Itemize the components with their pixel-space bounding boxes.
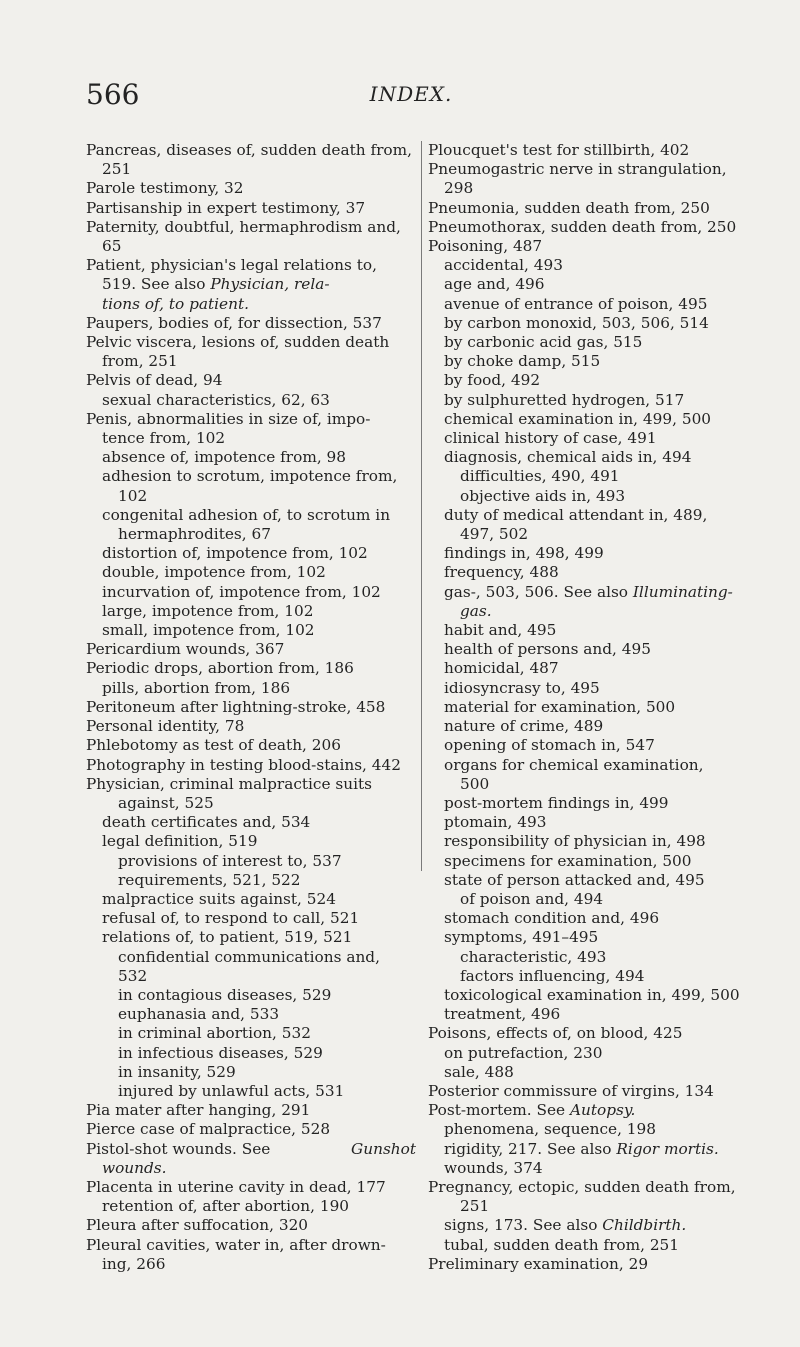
index-entry-text: injured by unlawful acts, 531	[118, 1081, 345, 1100]
index-entry-text: objective aids in, 493	[460, 486, 626, 505]
index-entry-reference: tions of, to patient.	[102, 294, 249, 313]
index-entry	[86, 928, 416, 947]
index-entry-reference: Gunshot	[351, 1139, 416, 1158]
index-entry	[428, 275, 758, 294]
index-entry	[428, 199, 758, 218]
index-entry	[86, 1005, 416, 1024]
index-entry	[428, 736, 758, 755]
index-entry-text: refusal of, to respond to call, 521	[102, 909, 360, 928]
index-entry	[86, 1024, 416, 1043]
index-entry	[86, 487, 416, 506]
index-entry-text: Pelvic viscera, lesions of, sudden death	[86, 333, 390, 352]
index-entry-text: Paupers, bodies of, for dissection, 537	[86, 313, 382, 332]
index-entry	[86, 1101, 416, 1120]
index-entry	[86, 640, 416, 659]
index-entry-text: difficulties, 490, 491	[460, 467, 620, 486]
index-entry-text: 500	[460, 774, 490, 793]
index-entry-text: Preliminary examination, 29	[428, 1254, 649, 1273]
index-entry-text: Partisanship in expert testimony, 37	[86, 198, 366, 217]
index-entry	[86, 794, 416, 813]
index-entry	[86, 756, 416, 775]
index-entry-text: Pancreas, diseases of, sudden death from,	[86, 141, 413, 159]
running-head: INDEX.	[369, 82, 453, 106]
index-entry	[428, 1101, 758, 1120]
index-entry-text: Pneumonia, sudden death from, 250	[428, 198, 710, 217]
index-entry	[428, 1159, 758, 1178]
index-entry-text: state of person attacked and, 495	[444, 870, 705, 889]
index-entry-reference: Illuminating-	[632, 582, 733, 601]
index-entry	[428, 909, 758, 928]
index-entry-text: toxicological examination in, 499, 500	[444, 985, 740, 1004]
index-entry-text: chemical examination in, 499, 500	[444, 409, 712, 428]
index-entry-text: in insanity, 529	[118, 1062, 236, 1081]
index-entry	[86, 1063, 416, 1082]
index-entry	[86, 890, 416, 909]
index-entry	[428, 160, 758, 179]
index-entry-text: congenital adhesion of, to scrotum in	[102, 505, 391, 524]
index-entry-text: Pregnancy, ectopic, sudden death from,	[428, 1177, 736, 1196]
index-entry-text: sexual characteristics, 62, 63	[102, 390, 330, 409]
index-entry-text: Photography in testing blood-stains, 442	[86, 755, 401, 774]
index-entry-text: euphanasia and, 533	[118, 1005, 280, 1024]
index-entry	[428, 659, 758, 678]
index-entry-text: organs for chemical examination,	[444, 755, 704, 774]
index-entry	[86, 467, 416, 486]
index-entry	[428, 429, 758, 448]
index-entry-text: Pleural cavities, water in, after drown-	[86, 1235, 386, 1254]
index-entry-text: in criminal abortion, 532	[118, 1024, 311, 1043]
index-entry	[428, 179, 758, 198]
index-entry-text: 251	[460, 1197, 490, 1216]
index-entry-text: rigidity, 217. See also	[444, 1139, 617, 1158]
index-entry-text: Penis, abnormalities in size of, impo-	[86, 409, 371, 428]
index-entry-text: Phlebotomy as test of death, 206	[86, 736, 341, 755]
index-entry-text: 102	[118, 486, 148, 505]
index-entry-text: Periodic drops, abortion from, 186	[86, 659, 354, 678]
index-entry	[86, 583, 416, 602]
index-entry-text: small, impotence from, 102	[102, 621, 315, 640]
index-entry-text: by food, 492	[444, 371, 541, 390]
column-divider	[421, 141, 422, 871]
index-entry-text: ptomain, 493	[444, 813, 547, 832]
index-entry-text: relations of, to patient, 519, 521	[102, 928, 353, 947]
index-entry	[86, 563, 416, 582]
index-entry	[86, 160, 416, 179]
index-entry	[428, 352, 758, 371]
index-entry	[428, 602, 758, 621]
index-entry-text: double, impotence from, 102	[102, 563, 326, 582]
index-entry	[428, 256, 758, 275]
index-entry-text: by sulphuretted hydrogen, 517	[444, 390, 685, 409]
index-entry	[86, 199, 416, 218]
index-entry	[86, 948, 416, 967]
index-entry-text: Ploucquet's test for stillbirth, 402	[428, 141, 690, 159]
index-entry	[428, 832, 758, 851]
index-entry	[428, 948, 758, 967]
index-entry	[428, 986, 758, 1005]
index-entry-text: in contagious diseases, 529	[118, 985, 332, 1004]
index-entry-text: from, 251	[102, 352, 178, 371]
index-entry-text: Pia mater after hanging, 291	[86, 1101, 311, 1120]
index-entry	[428, 967, 758, 986]
index-entry-text: large, impotence from, 102	[102, 601, 314, 620]
index-entry-reference: Childbirth.	[602, 1216, 687, 1235]
index-entry-text: clinical history of case, 491	[444, 429, 657, 448]
index-entry-text: Physician, criminal malpractice suits	[86, 774, 373, 793]
index-entry-text: post-mortem findings in, 499	[444, 793, 669, 812]
index-entry	[86, 602, 416, 621]
index-entry	[86, 352, 416, 371]
index-entry-text: 532	[118, 966, 148, 985]
index-entry-text: nature of crime, 489	[444, 717, 604, 736]
index-entry	[428, 890, 758, 909]
index-entry-text: distortion of, impotence from, 102	[102, 544, 368, 563]
index-entry-text: Pierce case of malpractice, 528	[86, 1120, 331, 1139]
index-entry-text: specimens for examination, 500	[444, 851, 692, 870]
index-entry	[428, 1044, 758, 1063]
index-entry	[428, 410, 758, 429]
index-entry-text: accidental, 493	[444, 256, 563, 275]
index-entry-text: Posterior commissure of virgins, 134	[428, 1081, 714, 1100]
index-entry-reference: Rigor mortis.	[616, 1139, 719, 1158]
index-entry	[428, 698, 758, 717]
index-entry-text: Paternity, doubtful, hermaphrodism and,	[86, 217, 401, 236]
index-entry	[428, 371, 758, 390]
index-entry	[428, 679, 758, 698]
index-entry	[428, 583, 758, 602]
index-entry	[86, 544, 416, 563]
index-entry	[86, 832, 416, 851]
index-entry	[428, 813, 758, 832]
index-entry	[428, 333, 758, 352]
index-entry	[86, 448, 416, 467]
index-entry-text: Placenta in uterine cavity in dead, 177	[86, 1177, 386, 1196]
index-entry-text: characteristic, 493	[460, 947, 607, 966]
index-entry	[428, 1024, 758, 1043]
page-number: 566	[86, 78, 140, 111]
index-entry	[86, 141, 416, 160]
index-entry	[428, 295, 758, 314]
index-entry	[428, 314, 758, 333]
index-entry	[86, 295, 416, 314]
index-entry	[86, 1140, 416, 1159]
index-entry	[428, 506, 758, 525]
index-entry	[428, 141, 758, 160]
index-entry	[86, 1197, 416, 1216]
index-entry-text: by carbon monoxid, 503, 506, 514	[444, 313, 709, 332]
index-entry-text: pills, abortion from, 186	[102, 678, 291, 697]
index-entry	[86, 1159, 416, 1178]
index-entry	[86, 256, 416, 275]
index-entry-text: in infectious diseases, 529	[118, 1043, 323, 1062]
index-entry-text: signs, 173. See also	[444, 1216, 603, 1235]
index-column-left	[86, 141, 416, 1274]
index-entry	[428, 448, 758, 467]
index-entry-text: Pleura after suffocation, 320	[86, 1216, 309, 1235]
index-entry-text: retention of, after abortion, 190	[102, 1197, 350, 1216]
index-entry	[428, 544, 758, 563]
index-entry	[86, 967, 416, 986]
index-entry-text: tubal, sudden death from, 251	[444, 1235, 680, 1254]
index-entry	[428, 1082, 758, 1101]
index-entry-text: 497, 502	[460, 525, 529, 544]
index-entry	[86, 179, 416, 198]
index-entry	[428, 1255, 758, 1274]
index-entry	[86, 218, 416, 237]
index-entry-reference: Autopsy.	[569, 1101, 636, 1120]
index-entry	[428, 756, 758, 775]
index-entry	[428, 1063, 758, 1082]
index-entry-text: Poisoning, 487	[428, 237, 543, 256]
index-entry-text: against, 525	[118, 793, 214, 812]
index-entry-text: death certificates and, 534	[102, 813, 311, 832]
index-entry-text: avenue of entrance of poison, 495	[444, 294, 708, 313]
index-entry	[428, 1178, 758, 1197]
index-entry	[86, 371, 416, 390]
index-entry-text: factors influencing, 494	[460, 966, 645, 985]
index-entry	[86, 275, 416, 294]
index-entry	[428, 525, 758, 544]
index-entry	[428, 621, 758, 640]
page-header	[86, 78, 736, 118]
index-entry-text: 65	[102, 237, 122, 256]
index-entry-text: 298	[444, 179, 474, 198]
index-entry	[86, 659, 416, 678]
index-entry-text: wounds, 374	[444, 1158, 543, 1177]
index-entry	[428, 1197, 758, 1216]
index-entry-text: requirements, 521, 522	[118, 870, 301, 889]
index-entry-text: adhesion to scrotum, impotence from,	[102, 467, 398, 486]
index-entry-text: Personal identity, 78	[86, 717, 245, 736]
index-entry-text: age and, 496	[444, 275, 545, 294]
index-entry-text: Pneumothorax, sudden death from, 250	[428, 217, 737, 236]
index-entry-text: opening of stomach in, 547	[444, 736, 655, 755]
index-entry-text: by carbonic acid gas, 515	[444, 333, 643, 352]
index-entry	[428, 852, 758, 871]
index-entry-reference: Physician, rela-	[210, 275, 330, 294]
index-entry	[428, 1216, 758, 1235]
index-entry	[428, 218, 758, 237]
index-entry	[428, 1120, 758, 1139]
index-entry	[86, 736, 416, 755]
index-entry-text: 519. See also	[102, 275, 211, 294]
index-entry	[428, 717, 758, 736]
index-entry	[86, 237, 416, 256]
index-entry	[86, 909, 416, 928]
index-entry-text: Pericardium wounds, 367	[86, 640, 285, 659]
index-entry	[428, 794, 758, 813]
index-entry	[86, 391, 416, 410]
index-entry	[428, 467, 758, 486]
index-entry	[86, 698, 416, 717]
index-entry-text: malpractice suits against, 524	[102, 889, 336, 908]
index-entry	[428, 237, 758, 256]
index-entry-text: by choke damp, 515	[444, 352, 601, 371]
index-entry-text: Parole testimony, 32	[86, 179, 244, 198]
index-entry-text: treatment, 496	[444, 1005, 561, 1024]
index-entry-text: responsibility of physician in, 498	[444, 832, 706, 851]
index-entry	[86, 621, 416, 640]
index-entry-text: absence of, impotence from, 98	[102, 448, 347, 467]
index-entry-text: frequency, 488	[444, 563, 559, 582]
index-entry	[86, 717, 416, 736]
index-entry	[86, 1178, 416, 1197]
index-entry	[428, 1140, 758, 1159]
index-entry	[86, 1120, 416, 1139]
index-entry	[428, 487, 758, 506]
index-entry	[428, 640, 758, 659]
index-entry	[86, 871, 416, 890]
index-entry-text: gas-, 503, 506. See also	[444, 582, 633, 601]
index-entry-text: confidential communications and,	[118, 947, 380, 966]
index-entry	[86, 410, 416, 429]
index-entry	[428, 391, 758, 410]
index-entry-text: diagnosis, chemical aids in, 494	[444, 448, 692, 467]
index-entry	[86, 1216, 416, 1235]
index-entry-text: on putrefaction, 230	[444, 1043, 603, 1062]
index-entry-text: ing, 266	[102, 1254, 166, 1273]
index-entry	[86, 852, 416, 871]
index-entry-text: provisions of interest to, 537	[118, 851, 342, 870]
index-entry-text: material for examination, 500	[444, 697, 676, 716]
index-entry-text: homicidal, 487	[444, 659, 559, 678]
index-entry	[428, 871, 758, 890]
index-entry-text: tence from, 102	[102, 429, 226, 448]
index-entry	[86, 429, 416, 448]
index-entry-text: Peritoneum after lightning-stroke, 458	[86, 697, 386, 716]
index-entry	[86, 679, 416, 698]
index-entry-text: duty of medical attendant in, 489,	[444, 505, 708, 524]
index-entry-reference: gas.	[460, 601, 492, 620]
index-entry-text: Pneumogastric nerve in strangulation,	[428, 160, 727, 179]
index-column-right	[428, 141, 758, 1274]
index-entry-text: Patient, physician's legal relations to,	[86, 256, 377, 275]
index-entry-text: 251	[102, 160, 132, 179]
index-entry	[86, 506, 416, 525]
index-entry	[86, 333, 416, 352]
index-entry-text: Pistol-shot wounds. See	[86, 1139, 271, 1158]
index-entry-text: phenomena, sequence, 198	[444, 1120, 657, 1139]
index-entry-text: hermaphrodites, 67	[118, 525, 271, 544]
index-entry	[86, 986, 416, 1005]
index-entry	[86, 314, 416, 333]
index-entry-text: incurvation of, impotence from, 102	[102, 582, 381, 601]
index-entry-text: idiosyncrasy to, 495	[444, 678, 600, 697]
index-entry	[86, 1082, 416, 1101]
index-entry-text: health of persons and, 495	[444, 640, 651, 659]
index-entry-text: of poison and, 494	[460, 889, 604, 908]
index-entry-text: findings in, 498, 499	[444, 544, 604, 563]
index-entry-text: legal definition, 519	[102, 832, 258, 851]
index-entry-text: symptoms, 491–495	[444, 928, 599, 947]
index-entry-text: Poisons, effects of, on blood, 425	[428, 1024, 683, 1043]
index-entry	[86, 775, 416, 794]
index-entry-text: Post-mortem. See	[428, 1101, 570, 1120]
index-entry-text: Pelvis of dead, 94	[86, 371, 223, 390]
index-entry	[86, 1255, 416, 1274]
index-entry-reference: wounds.	[102, 1158, 167, 1177]
index-entry-text: sale, 488	[444, 1062, 514, 1081]
index-entry-text: stomach condition and, 496	[444, 909, 660, 928]
index-entry	[86, 525, 416, 544]
index-entry	[86, 813, 416, 832]
index-entry	[428, 563, 758, 582]
index-entry	[86, 1236, 416, 1255]
index-entry	[86, 1044, 416, 1063]
index-entry	[428, 1005, 758, 1024]
index-entry	[428, 1236, 758, 1255]
index-entry-text: habit and, 495	[444, 621, 557, 640]
index-entry	[428, 775, 758, 794]
index-entry	[428, 928, 758, 947]
